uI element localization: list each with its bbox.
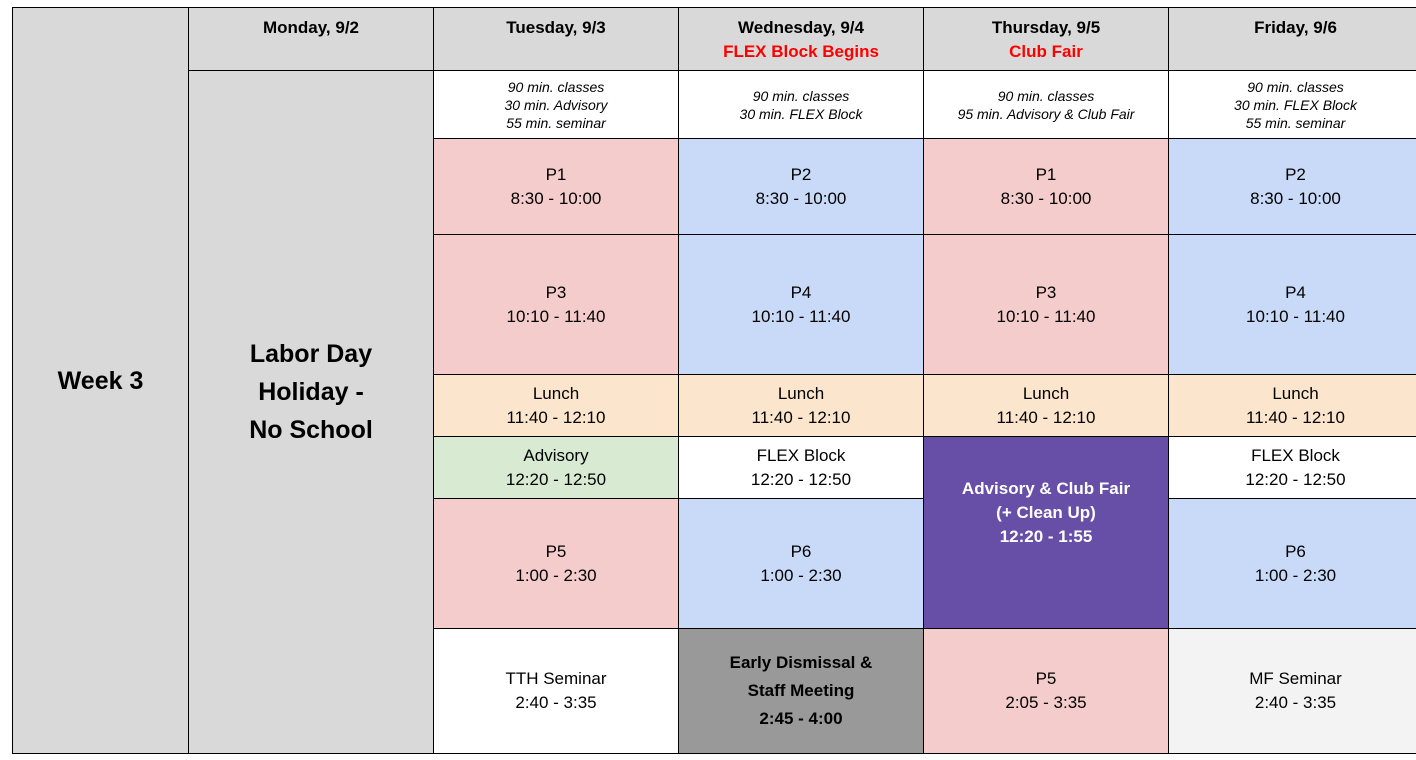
period-name: P4: [790, 282, 812, 302]
period-time: 1:00 - 2:30: [515, 565, 597, 585]
week-schedule-table: [12, 7, 1416, 754]
header-tuesday: [434, 8, 679, 71]
tuesday-p5: [434, 499, 679, 629]
period-time: 10:10 - 11:40: [1246, 306, 1345, 326]
friday-lunch: [1169, 375, 1416, 437]
period-name: Lunch: [1022, 383, 1070, 403]
period-name: Lunch: [1272, 383, 1319, 403]
tuesday-p1: [434, 139, 679, 235]
holiday-line-3: No School: [249, 416, 373, 444]
info-thursday: [924, 71, 1169, 139]
header-thursday: [924, 8, 1169, 71]
tuesday-p3: [434, 235, 679, 375]
period-name: P5: [1035, 669, 1057, 688]
period-name: Advisory: [523, 445, 589, 465]
wednesday-early-dismissal: [679, 629, 924, 754]
period-time: 8:30 - 10:00: [755, 188, 847, 208]
friday-p6: [1169, 499, 1416, 629]
thursday-advisory-club-fair: [924, 437, 1169, 629]
wednesday-p2: [679, 139, 924, 235]
dismissal-time: 2:45 - 4:00: [759, 709, 843, 728]
info-line: 30 min. Advisory: [504, 96, 608, 113]
info-line: 90 min. classes: [997, 87, 1095, 104]
period-time: 10:10 - 11:40: [751, 306, 851, 326]
period-time: 11:40 - 12:10: [751, 407, 851, 427]
tuesday-advisory: [434, 437, 679, 499]
info-wednesday: [679, 71, 924, 139]
period-name: FLEX Block: [756, 445, 846, 465]
week-label: Week 3: [13, 8, 189, 754]
wednesday-p4: [679, 235, 924, 375]
period-time: 2:40 - 3:35: [515, 693, 597, 712]
wednesday-lunch: [679, 375, 924, 437]
period-time: 12:20 - 12:50: [750, 469, 852, 489]
period-time: 2:05 - 3:35: [1005, 693, 1087, 712]
period-time: 1:00 - 2:30: [1254, 565, 1337, 585]
header-wednesday-day: Wednesday, 9/4: [738, 18, 864, 37]
header-monday-day: Monday, 9/2: [262, 18, 360, 37]
period-name: P1: [545, 164, 567, 184]
period-name: Lunch: [532, 383, 580, 403]
thursday-p5: [924, 629, 1169, 754]
period-time: 12:20 - 12:50: [505, 469, 607, 489]
header-wednesday-note: FLEX Block Begins: [723, 42, 879, 61]
info-line: 90 min. classes: [1247, 78, 1344, 95]
wednesday-flex-block: [679, 437, 924, 499]
header-friday: [1169, 8, 1416, 71]
info-line: 95 min. Advisory & Club Fair: [957, 105, 1135, 122]
period-name: FLEX Block: [1251, 445, 1340, 465]
period-time: 10:10 - 11:40: [996, 306, 1096, 326]
wednesday-p6: [679, 499, 924, 629]
period-name: P6: [1285, 541, 1306, 561]
dismissal-line-1: Early Dismissal &: [729, 653, 873, 672]
header-tuesday-day: Tuesday, 9/3: [506, 18, 606, 37]
info-friday: [1169, 71, 1416, 139]
period-time: 11:40 - 12:10: [1246, 407, 1345, 427]
thursday-lunch: [924, 375, 1169, 437]
holiday-line-2: Holiday -: [258, 378, 364, 406]
period-name: TTH Seminar: [505, 669, 607, 688]
tuesday-tth-seminar: [434, 629, 679, 754]
header-monday: [189, 8, 434, 71]
friday-mf-seminar: [1169, 629, 1416, 754]
period-name: P5: [545, 541, 567, 561]
period-time: 10:10 - 11:40: [506, 306, 606, 326]
info-line: 30 min. FLEX Block: [1234, 96, 1357, 113]
club-fair-line-1: Advisory & Club Fair: [961, 478, 1131, 498]
period-time: 12:20 - 12:50: [1245, 469, 1346, 489]
period-time: 1:00 - 2:30: [760, 565, 842, 585]
friday-p4: [1169, 235, 1416, 375]
period-name: MF Seminar: [1249, 669, 1342, 688]
info-line: 90 min. classes: [507, 78, 605, 95]
period-name: P6: [790, 541, 812, 561]
labor-day-holiday: [189, 71, 434, 754]
period-name: P1: [1035, 164, 1057, 184]
period-time: 8:30 - 10:00: [510, 188, 602, 208]
period-time: 8:30 - 10:00: [1000, 188, 1092, 208]
club-fair-time: 12:20 - 1:55: [999, 526, 1093, 546]
tuesday-lunch: [434, 375, 679, 437]
club-fair-line-2: (+ Clean Up): [996, 502, 1096, 522]
period-time: 8:30 - 10:00: [1250, 188, 1341, 208]
friday-p2: [1169, 139, 1416, 235]
period-name: P2: [790, 164, 812, 184]
period-time: 11:40 - 12:10: [996, 407, 1096, 427]
header-friday-day: Friday, 9/6: [1254, 18, 1337, 37]
info-line: 55 min. seminar: [1245, 114, 1346, 131]
header-wednesday: [679, 8, 924, 71]
header-thursday-day: Thursday, 9/5: [991, 18, 1101, 37]
thursday-p3: [924, 235, 1169, 375]
thursday-p1: [924, 139, 1169, 235]
info-line: 30 min. FLEX Block: [739, 105, 863, 122]
period-time: 11:40 - 12:10: [506, 407, 606, 427]
info-line: 55 min. seminar: [506, 114, 606, 131]
period-name: P2: [1285, 164, 1306, 184]
period-name: P3: [545, 282, 567, 302]
period-time: 2:40 - 3:35: [1254, 693, 1337, 712]
info-line: 90 min. classes: [752, 87, 850, 104]
info-tuesday: [434, 71, 679, 139]
period-name: P4: [1285, 282, 1306, 302]
period-name: Lunch: [777, 383, 825, 403]
period-name: P3: [1035, 282, 1057, 302]
friday-flex-block: [1169, 437, 1416, 499]
header-thursday-note: Club Fair: [1009, 42, 1083, 61]
dismissal-line-2: Staff Meeting: [747, 681, 855, 700]
holiday-line-1: Labor Day: [249, 340, 373, 368]
